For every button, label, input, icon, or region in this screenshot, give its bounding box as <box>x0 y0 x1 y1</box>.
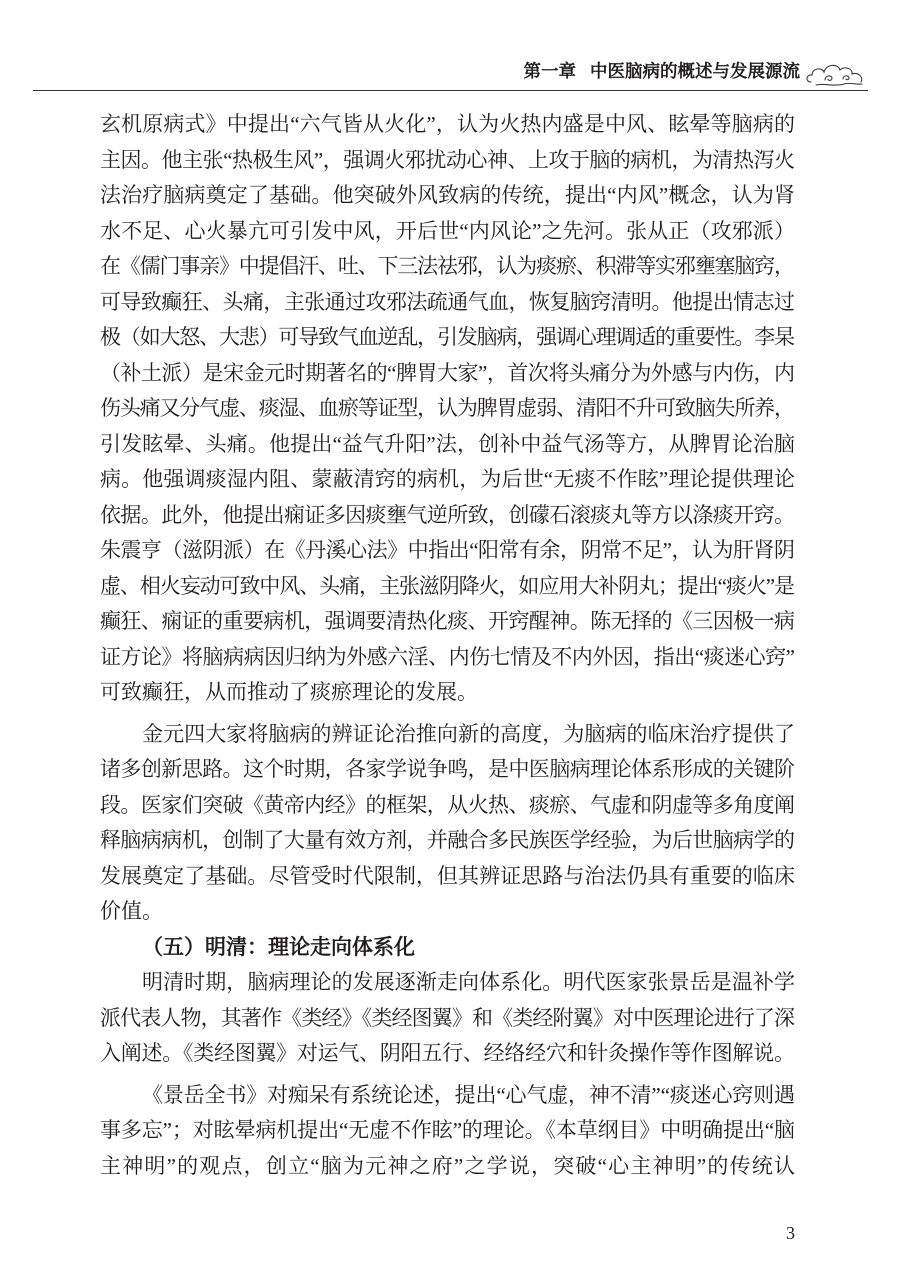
text-line: （补土派）是宋金元时期著名的“脾胃大家”，首次将头痛分为外感与内伤，内 <box>100 360 795 385</box>
text-line: 价值。 <box>100 899 163 923</box>
text-line: 癫狂、痫证的重要病机，强调要清热化痰、开窍醒神。陈无择的《三因极一病 <box>100 609 795 633</box>
text-line: 病。他强调痰湿内阻、蒙蔽清窍的病机，为后世“无痰不作眩”理论提供理论 <box>100 467 796 491</box>
text-line: 派代表人物，其著作《类经》《类经图翼》和《类经附翼》对中医理论进行了深 <box>100 1005 795 1030</box>
text-line: 段。医家们突破《黄帝内经》的框架，从火热、痰瘀、气虚和阴虚等多角度阐 <box>100 792 795 817</box>
text-line: 伤头痛又分气虚、痰湿、血瘀等证型，认为脾胃虚弱、清阳不升可致脑失所养， <box>100 396 794 420</box>
text-line: 释脑病病机，创制了大量有效方剂，并融合多民族医学经验，为后世脑病学的 <box>100 828 795 852</box>
section-heading-text: （五）明清：理论走向体系化 <box>142 934 415 959</box>
text-line: 水不足、心火暴亢可引发中风，开后世“内风论”之先河。张从正（攻邪派） <box>100 218 796 243</box>
text-line: 在《儒门事亲》中提倡汗、吐、下三法祛邪，认为痰瘀、积滞等实邪壅塞脑窍， <box>100 254 794 278</box>
text-line: 诸多创新思路。这个时期，各家学说争鸣，是中医脑病理论体系形成的关键阶 <box>100 757 795 781</box>
text-line: 金元四大家将脑病的辨证论治推向新的高度，为脑病的临床治疗提供了 <box>142 721 796 746</box>
text-line: 主因。他主张“热极生风”，强调火邪扰动心神、上攻于脑的病机，为清热泻火 <box>100 147 795 172</box>
text-line: 证方论》将脑病病因归纳为外感六淫、内伤七情及不内外因，指出“痰迷心窍” <box>100 644 795 669</box>
text-line: 极（如大怒、大悲）可导致气血逆乱，引发脑病，强调心理调适的重要性。李杲 <box>100 325 794 349</box>
cloud-ornament-icon <box>804 57 868 89</box>
text-line: 可导致癫狂、头痛，主张通过攻邪法疏通气血，恢复脑窍清明。他提出情志过 <box>100 289 795 314</box>
text-line: 《景岳全书》对痴呆有系统论述，提出“心气虚，神不清”“痰迷心窍则遇 <box>142 1082 795 1107</box>
text-line: 可致癫狂，从而推动了痰瘀理论的发展。 <box>100 680 478 704</box>
paragraph <box>100 107 795 711</box>
text-line: 引发眩晕、头痛。他提出“益气升阳”法，创补中益气汤等方，从脾胃论治脑 <box>100 431 796 456</box>
text-line: 法治疗脑病奠定了基础。他突破外风致病的传统，提出“内风”概念，认为肾 <box>100 183 796 207</box>
chapter-label: 第一章 <box>523 62 576 82</box>
text-line: 玄机原病式》中提出“六气皆从火化”，认为火热内盛是中风、眩晕等脑病的 <box>100 112 796 136</box>
paragraph <box>100 717 795 930</box>
text-line: 事多忘”；对眩晕病机提出“无虚不作眩”的理论。《本草纲目》中明确提出“脑 <box>100 1118 795 1142</box>
running-header <box>524 60 801 84</box>
section-heading <box>100 930 795 966</box>
body-text <box>100 107 795 1184</box>
page-number: 3 <box>786 1223 795 1243</box>
chapter-title: 中医脑病的概述与发展源流 <box>590 62 800 82</box>
paragraph <box>100 1078 795 1185</box>
paragraph <box>100 965 795 1072</box>
text-line: 主神明”的观点，创立“脑为元神之府”之学说，突破“心主神明”的传统认 <box>100 1153 797 1178</box>
text-line: 虚、相火妄动可致中风、头痛，主张滋阴降火，如应用大补阴丸；提出“痰火”是 <box>100 573 794 598</box>
text-line: 明清时期，脑病理论的发展逐渐走向体系化。明代医家张景岳是温补学 <box>142 970 796 994</box>
text-line: 入阐述。《类经图翼》对运气、阴阳五行、经络经穴和针灸操作等作图解说。 <box>100 1041 795 1065</box>
text-line: 发展奠定了基础。尽管受时代限制，但其辨证思路与治法仍具有重要的临床 <box>100 863 796 888</box>
text-line: 朱震亨（滋阴派）在《丹溪心法》中指出“阳常有余，阴常不足”，认为肝肾阴 <box>100 538 795 562</box>
text-line: 依据。此外，他提出痫证多因痰壅气逆所致，创礞石滚痰丸等方以涤痰开窍。 <box>100 502 795 527</box>
header-rule <box>33 90 868 91</box>
